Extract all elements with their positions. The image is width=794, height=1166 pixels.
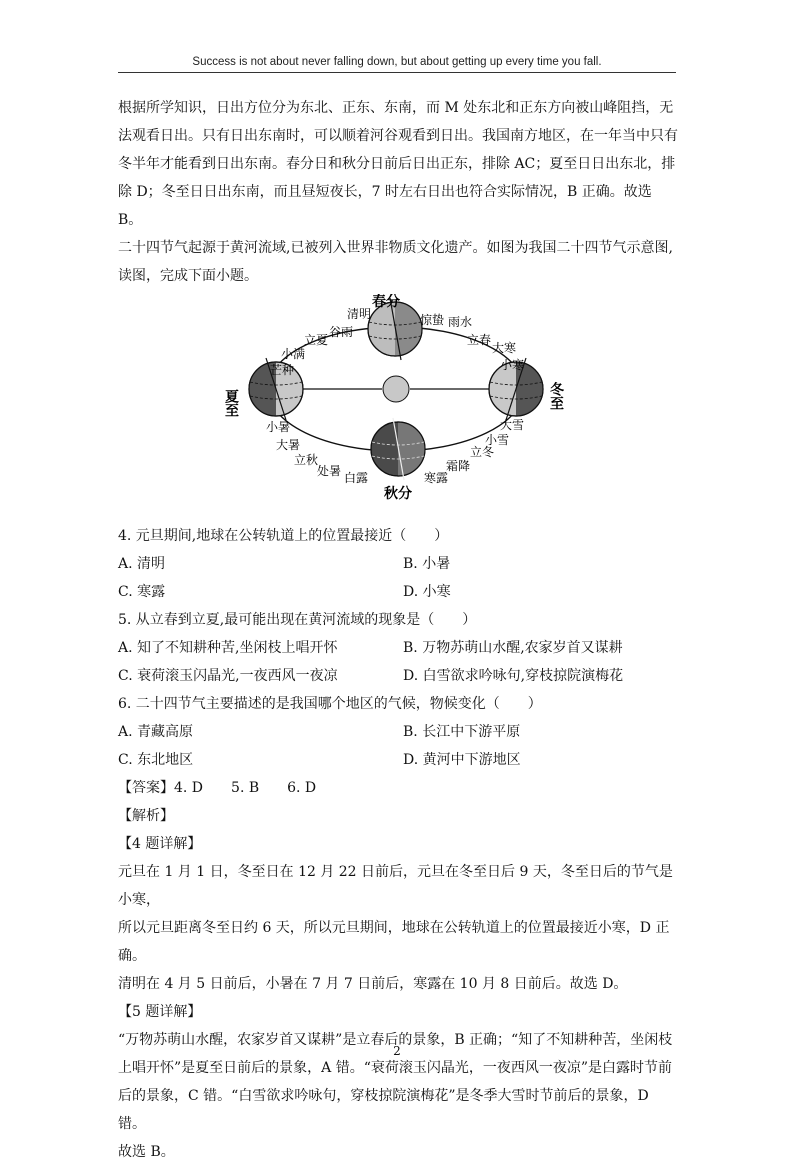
question-6-options-row: [118, 746, 680, 774]
header-divider: [118, 72, 676, 73]
detail-5-line: 故选 B。: [118, 1144, 175, 1160]
label-xiaohan: 小寒: [500, 358, 525, 372]
question-5-option-d: D. 白雪欲求吟咏句,穿枝掠院演梅花: [403, 668, 624, 684]
label-qingming: 清明: [347, 307, 372, 321]
question-5-stem: 5. 从立春到立夏,最可能出现在黄河流域的现象是（ ）: [118, 612, 477, 628]
detail-5-label: 【5 题详解】: [118, 1004, 202, 1020]
label-winter-solstice: 冬至: [548, 382, 564, 410]
intro-line: 除 D；冬至日日出东南，而且昼短夜长，7 时左右日出也符合实际情况，B 正确。故选 B。: [118, 184, 652, 228]
page-header: Success is not about never falling down, but about getting up every time you fall.: [192, 56, 602, 68]
label-spring-equinox: 春分: [372, 294, 400, 310]
question-4-option-a: A. 清明: [118, 556, 166, 572]
question-4-option-d: D. 小寒: [403, 584, 451, 600]
label-dahan: 大寒: [492, 341, 517, 355]
question-4-options-row: [118, 578, 680, 606]
detail-5-line: 上唱开怀”是夏至日前后的景象，A 错。“衰荷滚玉闪晶光，一夜西风一夜凉”是白露时节前: [118, 1060, 673, 1076]
question-4-option-b: B. 小暑: [403, 556, 451, 572]
question-5-options-row: [118, 634, 680, 662]
page-content: [118, 94, 680, 1166]
analysis-label: 【解析】: [118, 808, 174, 824]
solar-terms-svg: [118, 294, 680, 516]
label-lichun: 立春: [467, 333, 492, 347]
question-5-option-b: B. 万物苏萌山水醒,农家岁首又谋耕: [403, 640, 623, 656]
question-4-options-row: [118, 550, 680, 578]
intro-line: 法观看日出。只有日出东南时，可以顺着河谷观看到日出。我国南方地区，在一年当中只有: [118, 128, 678, 144]
question-6-stem: 6. 二十四节气主要描述的是我国哪个地区的气候，物候变化（ ）: [118, 696, 542, 712]
label-xiaoshu: 小暑: [266, 420, 291, 434]
intro-line: 冬半年才能看到日出东南。春分日和秋分日前后日出正东，排除 AC；夏至日日出东北，排: [118, 156, 676, 172]
label-lidong: 立冬: [470, 445, 495, 459]
sun-icon: [383, 376, 409, 402]
question-4-stem: 4. 元旦期间,地球在公转轨道上的位置最接近（ ）: [118, 528, 449, 544]
detail-5-line: “万物苏萌山水醒，农家岁首又谋耕”是立春后的景象，B 正确；“知了不知耕种苦，坐闲枝: [118, 1032, 673, 1048]
page-number: 2: [393, 1044, 401, 1058]
question-6-option-a: A. 青藏高原: [118, 724, 194, 740]
label-lixia: 立夏: [304, 333, 329, 347]
label-daxue: 大雪: [500, 418, 525, 432]
label-dashu: 大暑: [276, 438, 301, 452]
question-5-option-c: C. 衰荷滚玉闪晶光,一夜西风一夜凉: [118, 668, 338, 684]
label-jingzhe: 惊蛰: [420, 313, 445, 327]
question-4-option-c: C. 寒露: [118, 584, 166, 600]
question-6-option-d: D. 黄河中下游地区: [403, 752, 521, 768]
label-bailu: 白露: [344, 471, 369, 485]
label-xiaoman: 小满: [281, 347, 306, 361]
question-6-option-c: C. 东北地区: [118, 752, 194, 768]
label-shuangjiang: 霜降: [446, 459, 471, 473]
solar-terms-diagram: [118, 294, 680, 516]
detail-4-line: 所以元旦距离冬至日约 6 天，所以元旦期间，地球在公转轨道上的位置最接近小寒，D 正确。: [118, 920, 670, 964]
intro-line: 读图，完成下面小题。: [118, 268, 258, 284]
label-autumn-equinox: 秋分: [384, 486, 412, 502]
label-hanlu: 寒露: [424, 471, 449, 485]
label-summer-solstice: 夏至: [223, 389, 239, 417]
label-mangzhong: 芒种: [270, 363, 295, 377]
detail-5-line: 后的景象，C 错。“白雪欲求吟咏句，穿枝掠院演梅花”是冬季大雪时节前后的景象，D 错。: [118, 1088, 649, 1132]
intro-line: 根据所学知识，日出方位分为东北、正东、东南，而 M 处东北和正东方向被山峰阻挡，无: [118, 100, 674, 116]
question-5-option-a: A. 知了不知耕种苦,坐闲枝上唱开怀: [118, 640, 338, 656]
detail-4-label: 【4 题详解】: [118, 836, 202, 852]
earth-autumn-equinox: [371, 418, 425, 480]
intro-line: 二十四节气起源于黄河流域,已被列入世界非物质文化遗产。如图为我国二十四节气示意图,: [118, 240, 673, 256]
question-6-option-b: B. 长江中下游平原: [403, 724, 521, 740]
label-yushui: 雨水: [448, 315, 473, 329]
label-chushu: 处暑: [317, 464, 342, 478]
detail-4-line: 元旦在 1 月 1 日，冬至日在 12 月 22 日前后，元旦在冬至日后 9 天，冬至日后的节气是小寒，: [118, 864, 673, 908]
label-xiaoxue: 小雪: [485, 433, 510, 447]
question-5-options-row: [118, 662, 680, 690]
label-guyu: 谷雨: [329, 325, 354, 339]
label-liqiu: 立秋: [294, 453, 319, 467]
detail-4-line: 清明在 4 月 5 日前后，小暑在 7 月 7 日前后，寒露在 10 月 8 日前后。故选 D。: [118, 976, 628, 992]
question-6-options-row: [118, 718, 680, 746]
answer-line: 【答案】4. D 5. B 6. D: [118, 780, 317, 796]
